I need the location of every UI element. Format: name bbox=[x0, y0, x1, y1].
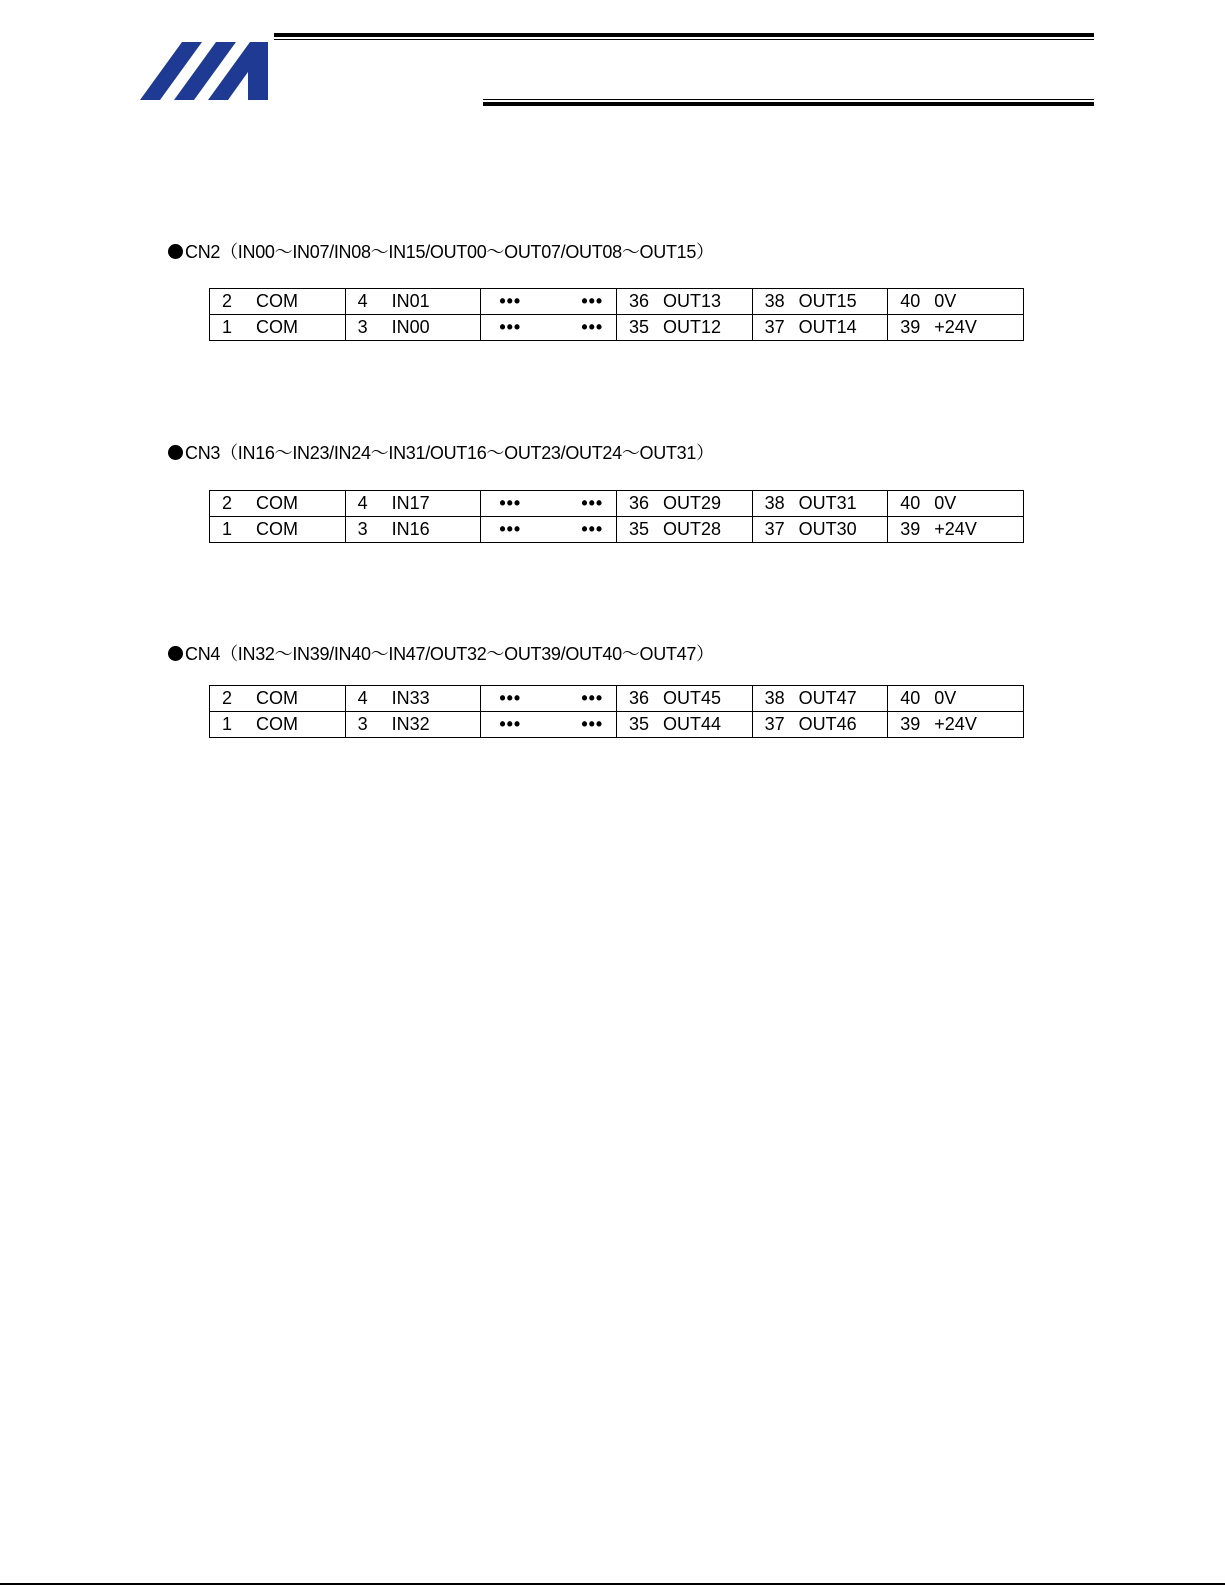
signal-name: IN16 bbox=[391, 519, 430, 539]
signal-name: OUT28 bbox=[662, 519, 721, 539]
signal-name: +24V bbox=[934, 714, 977, 734]
pin-cell bbox=[616, 517, 752, 543]
cn3-pin-table bbox=[209, 490, 1024, 543]
pin-cell bbox=[345, 712, 481, 738]
pin-number: 1 bbox=[222, 317, 233, 337]
signal-name: OUT13 bbox=[662, 291, 721, 311]
ellipsis-marker: ••• bbox=[499, 493, 522, 513]
pin-cell bbox=[616, 712, 752, 738]
cn4-pin-table bbox=[209, 685, 1024, 738]
pin-row bbox=[210, 712, 1024, 738]
pin-number: 38 bbox=[764, 688, 785, 708]
signal-name: OUT14 bbox=[798, 317, 857, 337]
pin-number: 35 bbox=[628, 317, 649, 337]
pin-row bbox=[210, 315, 1024, 341]
header-rule-lower-thin bbox=[483, 99, 1094, 100]
pin-cell bbox=[752, 686, 888, 712]
pin-number: 39 bbox=[900, 519, 921, 539]
pin-cell bbox=[616, 686, 752, 712]
pin-cell bbox=[752, 315, 888, 341]
pin-number: 40 bbox=[900, 291, 921, 311]
signal-name: COM bbox=[256, 714, 298, 734]
pin-cell bbox=[345, 686, 481, 712]
pin-number: 39 bbox=[900, 714, 921, 734]
pin-number: 4 bbox=[357, 291, 368, 311]
signal-name: IN00 bbox=[391, 317, 430, 337]
pin-row bbox=[210, 491, 1024, 517]
pin-cell bbox=[481, 289, 617, 315]
signal-name: COM bbox=[256, 688, 298, 708]
signal-name: IN17 bbox=[391, 493, 430, 513]
pin-number: 40 bbox=[900, 493, 921, 513]
pin-cell bbox=[345, 491, 481, 517]
pin-cell bbox=[752, 712, 888, 738]
signal-name: OUT30 bbox=[798, 519, 857, 539]
signal-name: OUT29 bbox=[662, 493, 721, 513]
ellipsis-marker: ••• bbox=[581, 493, 604, 513]
pin-cell bbox=[210, 712, 346, 738]
bullet-icon bbox=[168, 646, 183, 661]
pin-cell bbox=[481, 315, 617, 341]
pin-cell bbox=[481, 712, 617, 738]
signal-name: OUT12 bbox=[662, 317, 721, 337]
pin-number: 2 bbox=[222, 688, 233, 708]
cn3-heading: CN3（IN16～IN23/IN24～IN31/OUT16～OUT23/OUT24～OUT31） bbox=[168, 442, 714, 464]
pin-cell bbox=[888, 315, 1024, 341]
signal-name: COM bbox=[256, 519, 298, 539]
pin-row bbox=[210, 289, 1024, 315]
pin-number: 35 bbox=[628, 714, 649, 734]
pin-number: 3 bbox=[357, 317, 368, 337]
pin-cell bbox=[210, 289, 346, 315]
pin-number: 3 bbox=[357, 714, 368, 734]
signal-name: 0V bbox=[934, 688, 957, 708]
ellipsis-marker: ••• bbox=[499, 519, 522, 539]
pin-cell bbox=[345, 289, 481, 315]
pin-cell bbox=[481, 491, 617, 517]
cn2-pin-table bbox=[209, 288, 1024, 341]
pin-number: 38 bbox=[764, 493, 785, 513]
ellipsis-marker: ••• bbox=[581, 688, 604, 708]
signal-name: OUT45 bbox=[662, 688, 721, 708]
header-rule-lower bbox=[483, 102, 1094, 106]
bullet-icon bbox=[168, 445, 183, 460]
pin-cell bbox=[481, 686, 617, 712]
ellipsis-marker: ••• bbox=[581, 519, 604, 539]
pin-number: 37 bbox=[764, 317, 785, 337]
pin-cell bbox=[210, 491, 346, 517]
pin-cell bbox=[752, 517, 888, 543]
cn4-heading: CN4（IN32～IN39/IN40～IN47/OUT32～OUT39/OUT40～OUT47） bbox=[168, 643, 714, 665]
pin-number: 1 bbox=[222, 714, 233, 734]
pin-cell bbox=[616, 289, 752, 315]
signal-name: IN33 bbox=[391, 688, 430, 708]
ellipsis-marker: ••• bbox=[581, 317, 604, 337]
pin-number: 40 bbox=[900, 688, 921, 708]
pin-cell bbox=[210, 686, 346, 712]
header-rule-top bbox=[274, 33, 1094, 37]
ellipsis-marker: ••• bbox=[581, 291, 604, 311]
signal-name: +24V bbox=[934, 317, 977, 337]
pin-row bbox=[210, 517, 1024, 543]
bullet-icon bbox=[168, 244, 183, 259]
pin-cell bbox=[345, 517, 481, 543]
pin-cell bbox=[616, 315, 752, 341]
pin-cell bbox=[481, 517, 617, 543]
header-rule-top-thin bbox=[274, 39, 1094, 40]
pin-number: 38 bbox=[764, 291, 785, 311]
pin-number: 39 bbox=[900, 317, 921, 337]
pin-number: 1 bbox=[222, 519, 233, 539]
pin-cell bbox=[888, 289, 1024, 315]
pin-number: 3 bbox=[357, 519, 368, 539]
signal-name: +24V bbox=[934, 519, 977, 539]
signal-name: OUT31 bbox=[798, 493, 857, 513]
pin-number: 4 bbox=[357, 493, 368, 513]
pin-cell bbox=[345, 315, 481, 341]
signal-name: 0V bbox=[934, 291, 957, 311]
pin-number: 2 bbox=[222, 493, 233, 513]
pin-number: 35 bbox=[628, 519, 649, 539]
pin-number: 4 bbox=[357, 688, 368, 708]
ellipsis-marker: ••• bbox=[499, 317, 522, 337]
pin-number: 36 bbox=[628, 291, 649, 311]
pin-row bbox=[210, 686, 1024, 712]
signal-name: IN01 bbox=[391, 291, 430, 311]
pin-cell bbox=[210, 315, 346, 341]
ellipsis-marker: ••• bbox=[499, 291, 522, 311]
signal-name: COM bbox=[256, 291, 298, 311]
pin-cell bbox=[752, 491, 888, 517]
signal-name: OUT44 bbox=[662, 714, 721, 734]
signal-name: OUT47 bbox=[798, 688, 857, 708]
signal-name: COM bbox=[256, 493, 298, 513]
signal-name: COM bbox=[256, 317, 298, 337]
pin-number: 37 bbox=[764, 714, 785, 734]
iai-logo bbox=[140, 42, 270, 100]
signal-name: OUT15 bbox=[798, 291, 857, 311]
pin-cell bbox=[888, 517, 1024, 543]
pin-cell bbox=[888, 712, 1024, 738]
ellipsis-marker: ••• bbox=[581, 714, 604, 734]
pin-cell bbox=[888, 491, 1024, 517]
pin-cell bbox=[616, 491, 752, 517]
cn2-heading: CN2（IN00～IN07/IN08～IN15/OUT00～OUT07/OUT08～OUT15） bbox=[168, 241, 714, 263]
ellipsis-marker: ••• bbox=[499, 688, 522, 708]
signal-name: 0V bbox=[934, 493, 957, 513]
pin-number: 36 bbox=[628, 493, 649, 513]
pin-cell bbox=[752, 289, 888, 315]
pin-number: 36 bbox=[628, 688, 649, 708]
pin-cell bbox=[888, 686, 1024, 712]
pin-cell bbox=[210, 517, 346, 543]
pin-number: 2 bbox=[222, 291, 233, 311]
signal-name: IN32 bbox=[391, 714, 430, 734]
pin-number: 37 bbox=[764, 519, 785, 539]
ellipsis-marker: ••• bbox=[499, 714, 522, 734]
signal-name: OUT46 bbox=[798, 714, 857, 734]
